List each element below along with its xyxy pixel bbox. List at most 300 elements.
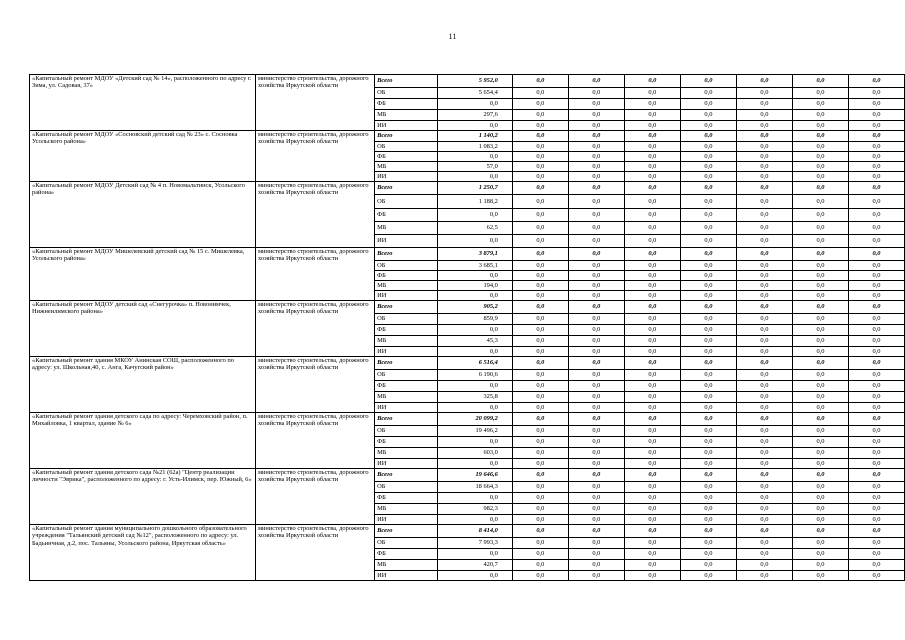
project-total-row [30, 248, 905, 261]
year-amount-cell: 0,0 [680, 482, 736, 493]
year-amount-cell: 0,0 [624, 549, 680, 560]
year-amount-cell: 0,0 [792, 392, 848, 403]
year-amount-cell: 0,0 [736, 301, 792, 314]
year-amount-cell: 0,0 [792, 222, 848, 235]
year-amount-cell: 0,0 [624, 437, 680, 448]
amount-cell: 194,0 [438, 281, 513, 291]
amount-cell: 0,0 [438, 549, 513, 560]
year-amount-cell: 0,0 [512, 110, 568, 121]
year-amount-cell: 0,0 [680, 381, 736, 392]
year-amount-cell: 0,0 [568, 448, 624, 459]
year-amount-cell: 0,0 [848, 222, 904, 235]
executor-name: министерство строительства, дорожного хозяйства Иркутской области [255, 413, 374, 469]
project-total-row [30, 525, 905, 538]
year-amount-cell: 0,0 [512, 162, 568, 172]
year-amount-cell: 0,0 [680, 571, 736, 581]
year-amount-cell: 0,0 [568, 347, 624, 357]
year-amount-cell: 0,0 [624, 538, 680, 549]
year-amount-cell: 0,0 [624, 142, 680, 152]
year-amount-cell: 0,0 [736, 281, 792, 291]
year-amount-cell: 0,0 [512, 121, 568, 131]
year-amount-cell: 0,0 [568, 482, 624, 493]
project-name: «Капитальный ремонт МДОУ «Детский сад № 14», расположенного по адресу г. Зима, ул. Садовая, 37» [30, 75, 256, 131]
year-amount-cell: 0,0 [680, 195, 736, 209]
project-total-row [30, 131, 905, 142]
year-amount-cell: 0,0 [792, 437, 848, 448]
year-amount-cell: 0,0 [680, 235, 736, 248]
year-amount-cell: 0,0 [512, 515, 568, 525]
year-amount-cell: 0,0 [680, 504, 736, 515]
year-amount-cell: 0,0 [736, 99, 792, 110]
year-amount-cell: 0,0 [736, 235, 792, 248]
year-amount-cell: 0,0 [792, 325, 848, 336]
year-amount-cell: 0,0 [792, 448, 848, 459]
year-amount-cell: 0,0 [736, 538, 792, 549]
year-amount-cell: 0,0 [624, 336, 680, 347]
year-amount-cell: 0,0 [512, 347, 568, 357]
year-amount-cell: 0,0 [848, 459, 904, 469]
year-amount-cell: 0,0 [792, 261, 848, 271]
year-amount-cell: 0,0 [512, 560, 568, 571]
funding-source-label: ФБ [375, 437, 438, 448]
year-amount-cell: 0,0 [736, 571, 792, 581]
year-amount-cell: 0,0 [512, 549, 568, 560]
funding-source-label: МБ [375, 560, 438, 571]
executor-name: министерство строительства, дорожного хозяйства Иркутской области [255, 357, 374, 413]
funding-source-label: ФБ [375, 325, 438, 336]
year-amount-cell: 0,0 [568, 437, 624, 448]
year-amount-cell: 0,0 [624, 182, 680, 195]
amount-cell: 5 654,4 [438, 88, 513, 99]
year-amount-cell: 0,0 [624, 560, 680, 571]
year-amount-cell: 0,0 [680, 271, 736, 281]
year-amount-cell: 0,0 [512, 301, 568, 314]
project-name: «Капитальный ремонт МДОУ Детский сад № 4 п. Новомальтинск, Усольского района» [30, 182, 256, 248]
year-amount-cell: 0,0 [792, 88, 848, 99]
year-amount-cell: 0,0 [736, 325, 792, 336]
year-amount-cell: 0,0 [792, 142, 848, 152]
year-amount-cell: 0,0 [568, 538, 624, 549]
year-amount-cell: 0,0 [512, 381, 568, 392]
funding-source-label: ИИ [375, 459, 438, 469]
year-amount-cell: 0,0 [680, 99, 736, 110]
year-amount-cell: 0,0 [848, 261, 904, 271]
year-amount-cell: 0,0 [848, 209, 904, 222]
amount-cell: 0,0 [438, 493, 513, 504]
year-amount-cell: 0,0 [680, 459, 736, 469]
amount-cell: 6 516,4 [438, 357, 513, 370]
year-amount-cell: 0,0 [680, 172, 736, 182]
amount-cell: 0,0 [438, 515, 513, 525]
year-amount-cell: 0,0 [512, 325, 568, 336]
year-amount-cell: 0,0 [568, 325, 624, 336]
year-amount-cell: 0,0 [848, 381, 904, 392]
year-amount-cell: 0,0 [568, 291, 624, 301]
year-amount-cell: 0,0 [624, 291, 680, 301]
year-amount-cell: 0,0 [848, 195, 904, 209]
amount-cell: 1 188,2 [438, 195, 513, 209]
year-amount-cell: 0,0 [680, 222, 736, 235]
year-amount-cell: 0,0 [624, 172, 680, 182]
year-amount-cell: 0,0 [848, 271, 904, 281]
year-amount-cell: 0,0 [680, 209, 736, 222]
amount-cell: 5 952,0 [438, 75, 513, 88]
year-amount-cell: 0,0 [736, 459, 792, 469]
year-amount-cell: 0,0 [848, 88, 904, 99]
project-name: «Капитальный ремонт здания детского сада №21 (62а) "Центр реализации личности "Эврика", расположенного по адресу: г. Усть-Илимск, пер. Южный, 6» [30, 469, 256, 525]
funding-source-label: МБ [375, 281, 438, 291]
funding-source-label: ОБ [375, 314, 438, 325]
year-amount-cell: 0,0 [512, 261, 568, 271]
amount-cell: 57,0 [438, 162, 513, 172]
year-amount-cell: 0,0 [792, 515, 848, 525]
year-amount-cell: 0,0 [848, 437, 904, 448]
year-amount-cell: 0,0 [736, 448, 792, 459]
year-amount-cell: 0,0 [848, 314, 904, 325]
funding-source-label: ФБ [375, 549, 438, 560]
amount-cell: 62,5 [438, 222, 513, 235]
year-amount-cell: 0,0 [736, 75, 792, 88]
funding-source-label: МБ [375, 162, 438, 172]
year-amount-cell: 0,0 [680, 121, 736, 131]
funding-source-label: ОБ [375, 538, 438, 549]
funding-source-label: МБ [375, 448, 438, 459]
year-amount-cell: 0,0 [736, 413, 792, 426]
executor-name: министерство строительства, дорожного хозяйства Иркутской области [255, 469, 374, 525]
amount-cell: 0,0 [438, 235, 513, 248]
year-amount-cell: 0,0 [624, 493, 680, 504]
year-amount-cell: 0,0 [848, 152, 904, 162]
year-amount-cell: 0,0 [680, 448, 736, 459]
funding-source-label: ОБ [375, 482, 438, 493]
year-amount-cell: 0,0 [568, 504, 624, 515]
year-amount-cell: 0,0 [792, 291, 848, 301]
year-amount-cell: 0,0 [792, 426, 848, 437]
year-amount-cell: 0,0 [680, 152, 736, 162]
executor-name: министерство строительства, дорожного хозяйства Иркутской области [255, 301, 374, 357]
year-amount-cell: 0,0 [624, 88, 680, 99]
year-amount-cell: 0,0 [512, 281, 568, 291]
year-amount-cell: 0,0 [680, 261, 736, 271]
funding-source-label: ИИ [375, 235, 438, 248]
year-amount-cell: 0,0 [848, 110, 904, 121]
year-amount-cell: 0,0 [736, 347, 792, 357]
year-amount-cell: 0,0 [624, 515, 680, 525]
year-amount-cell: 0,0 [848, 469, 904, 482]
year-amount-cell: 0,0 [792, 75, 848, 88]
year-amount-cell: 0,0 [624, 482, 680, 493]
year-amount-cell: 0,0 [512, 459, 568, 469]
year-amount-cell: 0,0 [624, 347, 680, 357]
year-amount-cell: 0,0 [792, 195, 848, 209]
year-amount-cell: 0,0 [680, 142, 736, 152]
year-amount-cell: 0,0 [512, 75, 568, 88]
year-amount-cell: 0,0 [624, 222, 680, 235]
year-amount-cell: 0,0 [848, 482, 904, 493]
year-amount-cell: 0,0 [848, 413, 904, 426]
year-amount-cell: 0,0 [568, 271, 624, 281]
year-amount-cell: 0,0 [680, 357, 736, 370]
funding-source-label: Всего [375, 131, 438, 142]
year-amount-cell: 0,0 [736, 336, 792, 347]
page-number: 11 [448, 32, 457, 41]
year-amount-cell: 0,0 [568, 182, 624, 195]
year-amount-cell: 0,0 [512, 525, 568, 538]
year-amount-cell: 0,0 [736, 549, 792, 560]
year-amount-cell: 0,0 [624, 370, 680, 381]
year-amount-cell: 0,0 [624, 301, 680, 314]
year-amount-cell: 0,0 [848, 504, 904, 515]
year-amount-cell: 0,0 [680, 182, 736, 195]
project-total-row [30, 357, 905, 370]
year-amount-cell: 0,0 [792, 571, 848, 581]
year-amount-cell: 0,0 [512, 448, 568, 459]
project-name: «Капитальный ремонт МДОУ детский сад «Снегурочка» п. Новонимчек, Нижнеилимского района» [30, 301, 256, 357]
year-amount-cell: 0,0 [848, 121, 904, 131]
project-total-row [30, 469, 905, 482]
year-amount-cell: 0,0 [792, 281, 848, 291]
funding-source-label: ОБ [375, 142, 438, 152]
year-amount-cell: 0,0 [624, 152, 680, 162]
year-amount-cell: 0,0 [736, 222, 792, 235]
year-amount-cell: 0,0 [680, 281, 736, 291]
amount-cell: 0,0 [438, 381, 513, 392]
year-amount-cell: 0,0 [848, 291, 904, 301]
amount-cell: 0,0 [438, 291, 513, 301]
year-amount-cell: 0,0 [680, 515, 736, 525]
year-amount-cell: 0,0 [512, 88, 568, 99]
year-amount-cell: 0,0 [848, 357, 904, 370]
year-amount-cell: 0,0 [568, 142, 624, 152]
year-amount-cell: 0,0 [848, 493, 904, 504]
year-amount-cell: 0,0 [512, 314, 568, 325]
year-amount-cell: 0,0 [792, 357, 848, 370]
year-amount-cell: 0,0 [512, 152, 568, 162]
funding-source-label: ИИ [375, 121, 438, 131]
year-amount-cell: 0,0 [512, 248, 568, 261]
year-amount-cell: 0,0 [736, 291, 792, 301]
year-amount-cell: 0,0 [736, 271, 792, 281]
year-amount-cell: 0,0 [568, 121, 624, 131]
year-amount-cell: 0,0 [512, 291, 568, 301]
year-amount-cell: 0,0 [624, 110, 680, 121]
year-amount-cell: 0,0 [736, 437, 792, 448]
year-amount-cell: 0,0 [680, 413, 736, 426]
year-amount-cell: 0,0 [624, 271, 680, 281]
year-amount-cell: 0,0 [624, 131, 680, 142]
year-amount-cell: 0,0 [568, 426, 624, 437]
year-amount-cell: 0,0 [792, 248, 848, 261]
year-amount-cell: 0,0 [736, 515, 792, 525]
year-amount-cell: 0,0 [792, 314, 848, 325]
year-amount-cell: 0,0 [568, 571, 624, 581]
year-amount-cell: 0,0 [792, 121, 848, 131]
year-amount-cell: 0,0 [792, 525, 848, 538]
year-amount-cell: 0,0 [848, 336, 904, 347]
year-amount-cell: 0,0 [848, 142, 904, 152]
year-amount-cell: 0,0 [568, 381, 624, 392]
year-amount-cell: 0,0 [736, 131, 792, 142]
project-name: «Капитальный ремонт МДОУ Мишелевский детский сад № 15 с. Мишелевка, Усольского района» [30, 248, 256, 301]
year-amount-cell: 0,0 [568, 209, 624, 222]
amount-cell: 19 646,6 [438, 469, 513, 482]
year-amount-cell: 0,0 [848, 182, 904, 195]
year-amount-cell: 0,0 [736, 493, 792, 504]
year-amount-cell: 0,0 [736, 525, 792, 538]
funding-source-label: ИИ [375, 172, 438, 182]
year-amount-cell: 0,0 [624, 325, 680, 336]
year-amount-cell: 0,0 [512, 271, 568, 281]
year-amount-cell: 0,0 [512, 426, 568, 437]
year-amount-cell: 0,0 [568, 110, 624, 121]
amount-cell: 905,2 [438, 301, 513, 314]
year-amount-cell: 0,0 [848, 515, 904, 525]
year-amount-cell: 0,0 [736, 560, 792, 571]
year-amount-cell: 0,0 [736, 469, 792, 482]
year-amount-cell: 0,0 [624, 504, 680, 515]
funding-source-label: МБ [375, 336, 438, 347]
funding-source-label: ОБ [375, 195, 438, 209]
executor-name: министерство строительства, дорожного хозяйства Иркутской области [255, 75, 374, 131]
year-amount-cell: 0,0 [848, 172, 904, 182]
year-amount-cell: 0,0 [680, 347, 736, 357]
year-amount-cell: 0,0 [624, 469, 680, 482]
year-amount-cell: 0,0 [624, 392, 680, 403]
year-amount-cell: 0,0 [512, 392, 568, 403]
year-amount-cell: 0,0 [680, 549, 736, 560]
funding-source-label: МБ [375, 222, 438, 235]
year-amount-cell: 0,0 [680, 370, 736, 381]
funding-source-label: МБ [375, 504, 438, 515]
year-amount-cell: 0,0 [680, 162, 736, 172]
amount-cell: 859,9 [438, 314, 513, 325]
year-amount-cell: 0,0 [848, 571, 904, 581]
year-amount-cell: 0,0 [512, 469, 568, 482]
year-amount-cell: 0,0 [568, 235, 624, 248]
year-amount-cell: 0,0 [736, 121, 792, 131]
year-amount-cell: 0,0 [568, 172, 624, 182]
amount-cell: 20 099,2 [438, 413, 513, 426]
year-amount-cell: 0,0 [736, 142, 792, 152]
year-amount-cell: 0,0 [680, 392, 736, 403]
year-amount-cell: 0,0 [792, 469, 848, 482]
funding-source-label: Всего [375, 357, 438, 370]
year-amount-cell: 0,0 [568, 560, 624, 571]
year-amount-cell: 0,0 [736, 195, 792, 209]
year-amount-cell: 0,0 [792, 493, 848, 504]
year-amount-cell: 0,0 [736, 182, 792, 195]
year-amount-cell: 0,0 [848, 538, 904, 549]
funding-source-label: ФБ [375, 271, 438, 281]
year-amount-cell: 0,0 [624, 459, 680, 469]
year-amount-cell: 0,0 [848, 75, 904, 88]
funding-source-label: ФБ [375, 209, 438, 222]
project-name: «Капитальный ремонт здания МКОУ Анинская СОШ, расположенного по адресу: ул. Школьная,40, с. Анга, Качугский район» [30, 357, 256, 413]
funding-source-label: ФБ [375, 152, 438, 162]
year-amount-cell: 0,0 [568, 403, 624, 413]
project-total-row [30, 75, 905, 88]
project-total-row [30, 301, 905, 314]
year-amount-cell: 0,0 [512, 131, 568, 142]
year-amount-cell: 0,0 [568, 314, 624, 325]
year-amount-cell: 0,0 [624, 235, 680, 248]
year-amount-cell: 0,0 [512, 357, 568, 370]
year-amount-cell: 0,0 [568, 459, 624, 469]
funding-source-label: Всего [375, 182, 438, 195]
amount-cell: 0,0 [438, 172, 513, 182]
year-amount-cell: 0,0 [680, 314, 736, 325]
year-amount-cell: 0,0 [568, 88, 624, 99]
year-amount-cell: 0,0 [848, 235, 904, 248]
year-amount-cell: 0,0 [848, 162, 904, 172]
year-amount-cell: 0,0 [848, 248, 904, 261]
executor-name: министерство строительства, дорожного хозяйства Иркутской области [255, 131, 374, 182]
year-amount-cell: 0,0 [792, 235, 848, 248]
amount-cell: 982,3 [438, 504, 513, 515]
year-amount-cell: 0,0 [624, 314, 680, 325]
year-amount-cell: 0,0 [848, 131, 904, 142]
year-amount-cell: 0,0 [680, 469, 736, 482]
executor-name: министерство строительства, дорожного хозяйства Иркутской области [255, 182, 374, 248]
year-amount-cell: 0,0 [512, 403, 568, 413]
project-name: «Капитальный ремонт здания детского сада по адресу: Черемховский район, п. Михайловка, 1 квартал, здание № 6» [30, 413, 256, 469]
year-amount-cell: 0,0 [792, 403, 848, 413]
year-amount-cell: 0,0 [680, 301, 736, 314]
year-amount-cell: 0,0 [568, 195, 624, 209]
year-amount-cell: 0,0 [624, 261, 680, 271]
amount-cell: 1 083,2 [438, 142, 513, 152]
year-amount-cell: 0,0 [680, 325, 736, 336]
year-amount-cell: 0,0 [512, 493, 568, 504]
year-amount-cell: 0,0 [848, 560, 904, 571]
year-amount-cell: 0,0 [848, 426, 904, 437]
year-amount-cell: 0,0 [568, 493, 624, 504]
year-amount-cell: 0,0 [792, 110, 848, 121]
year-amount-cell: 0,0 [624, 381, 680, 392]
year-amount-cell: 0,0 [736, 314, 792, 325]
project-total-row [30, 182, 905, 195]
year-amount-cell: 0,0 [624, 448, 680, 459]
year-amount-cell: 0,0 [792, 172, 848, 182]
year-amount-cell: 0,0 [568, 261, 624, 271]
year-amount-cell: 0,0 [512, 142, 568, 152]
year-amount-cell: 0,0 [568, 336, 624, 347]
year-amount-cell: 0,0 [680, 525, 736, 538]
year-amount-cell: 0,0 [792, 370, 848, 381]
funding-source-label: МБ [375, 110, 438, 121]
year-amount-cell: 0,0 [792, 182, 848, 195]
year-amount-cell: 0,0 [792, 560, 848, 571]
funding-source-label: Всего [375, 248, 438, 261]
funding-source-label: ИИ [375, 347, 438, 357]
funding-source-label: ОБ [375, 426, 438, 437]
year-amount-cell: 0,0 [624, 403, 680, 413]
year-amount-cell: 0,0 [512, 195, 568, 209]
amount-cell: 0,0 [438, 459, 513, 469]
amount-cell: 8 414,0 [438, 525, 513, 538]
year-amount-cell: 0,0 [848, 347, 904, 357]
year-amount-cell: 0,0 [568, 370, 624, 381]
year-amount-cell: 0,0 [512, 235, 568, 248]
table-body [30, 75, 905, 581]
year-amount-cell: 0,0 [680, 110, 736, 121]
year-amount-cell: 0,0 [848, 301, 904, 314]
year-amount-cell: 0,0 [680, 437, 736, 448]
year-amount-cell: 0,0 [736, 88, 792, 99]
year-amount-cell: 0,0 [624, 571, 680, 581]
year-amount-cell: 0,0 [736, 172, 792, 182]
year-amount-cell: 0,0 [792, 271, 848, 281]
